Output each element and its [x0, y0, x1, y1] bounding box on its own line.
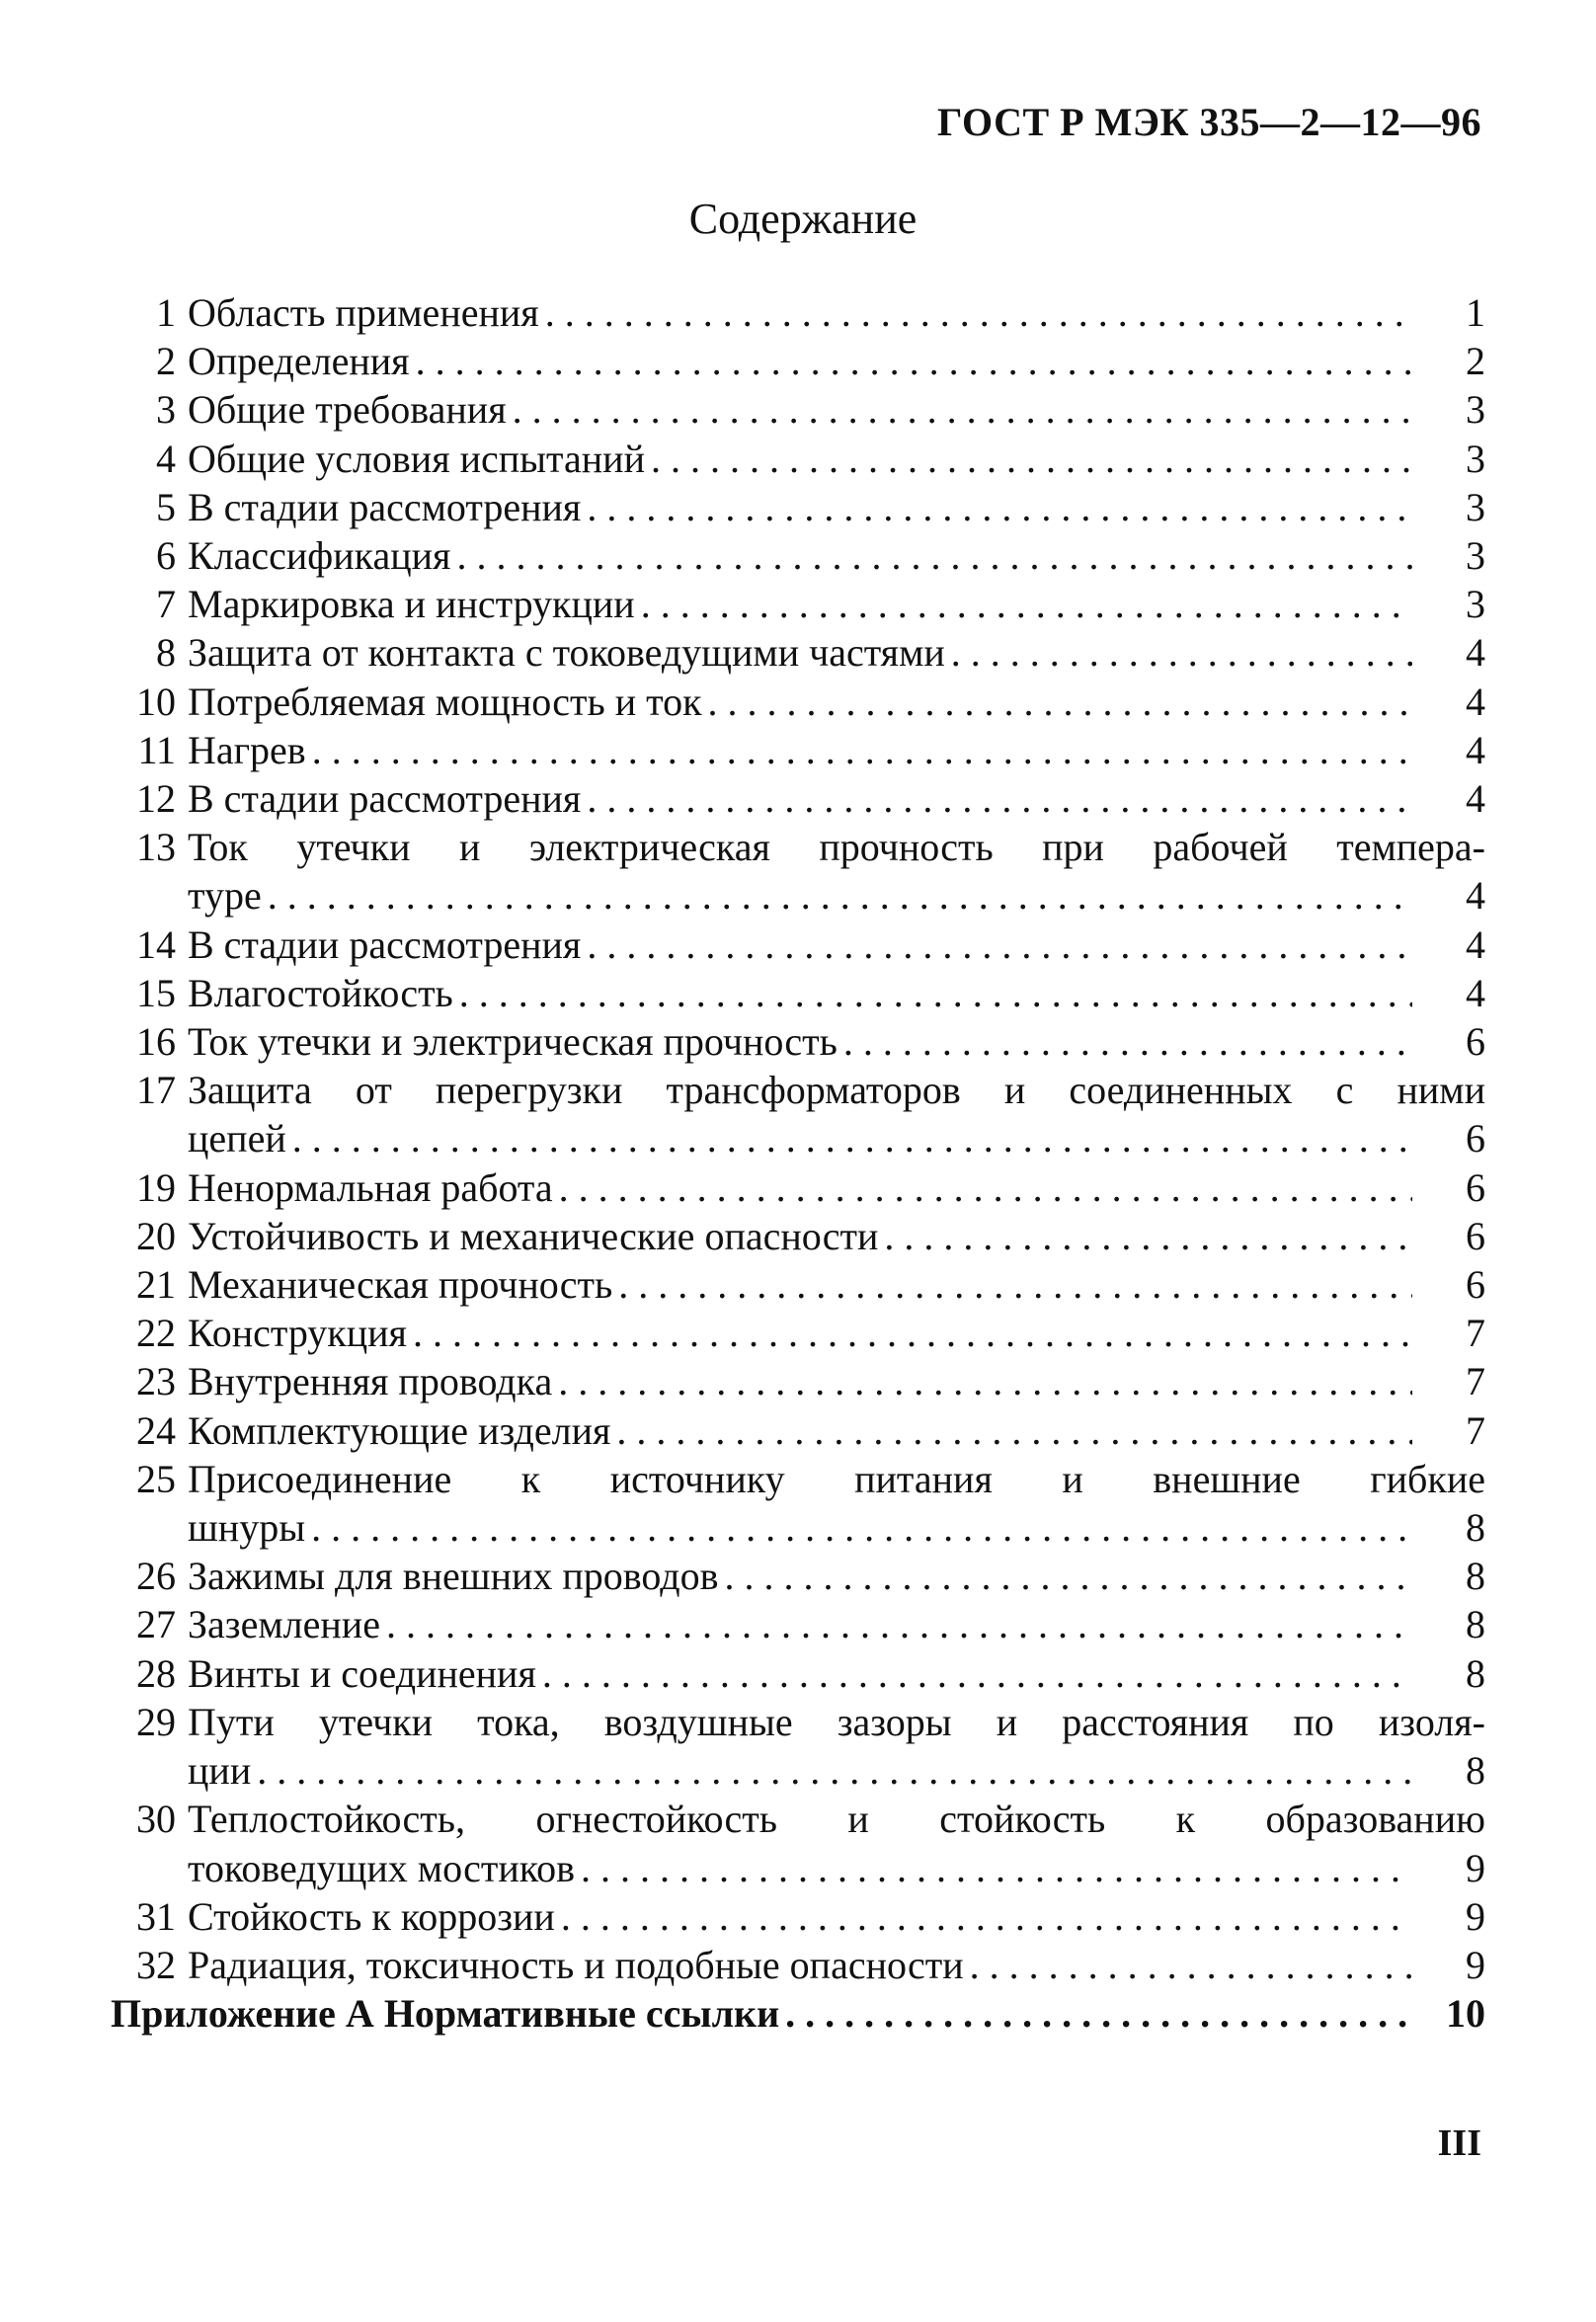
toc-entry-body [188, 531, 1485, 580]
toc-entry-number: 25 [136, 1456, 176, 1501]
toc-entry-number: 22 [136, 1311, 176, 1356]
toc-entry[interactable] [111, 628, 1485, 677]
dot-leader [612, 1260, 1412, 1309]
toc-entry-title: Пути утечки тока, воздушные зазоры и расстояния по изоля- [188, 1699, 1485, 1744]
dot-leader [645, 435, 1412, 483]
toc-page-number: 6 [1466, 1116, 1485, 1161]
toc-entry[interactable] [111, 435, 1485, 483]
toc-entry-number: 19 [136, 1164, 176, 1210]
toc-entry-line [188, 288, 1485, 337]
toc-page-number: 3 [1466, 533, 1485, 579]
toc-entry-body [188, 628, 1485, 677]
toc-entry-title: В стадии рассмотрения [188, 921, 582, 967]
toc-page-number: 4 [1466, 970, 1485, 1015]
toc-page-number: 3 [1466, 582, 1485, 627]
toc-entry[interactable] [111, 1649, 1485, 1698]
toc-entry-title: Защита от перегрузки трансформаторов и соединенных с ними [188, 1068, 1485, 1113]
toc-page-number: 6 [1466, 1019, 1485, 1065]
dot-leader [380, 1600, 1412, 1648]
toc-entry-title: Маркировка и инструкции [188, 582, 635, 627]
toc-page-number: 4 [1466, 727, 1485, 772]
table-of-contents [111, 288, 1485, 2038]
toc-entry-number: 24 [136, 1407, 176, 1453]
toc-entry-body [188, 774, 1485, 823]
toc-entry-number: 2 [156, 339, 176, 384]
toc-entry-title: шнуры [188, 1505, 306, 1551]
toc-page-number: 7 [1466, 1359, 1485, 1404]
toc-entry[interactable] [111, 1017, 1485, 1066]
toc-entry[interactable] [111, 921, 1485, 969]
toc-entry-body [188, 1357, 1485, 1405]
toc-entry-title: Радиация, токсичность и подобные опасности [188, 1942, 964, 1987]
toc-entry-body [188, 1455, 1485, 1552]
toc-page-number: 8 [1466, 1505, 1485, 1551]
dot-leader [407, 1309, 1412, 1357]
toc-entry-title: туре [188, 873, 262, 919]
toc-page-number: 10 [1446, 1991, 1485, 2037]
dot-leader [410, 337, 1412, 385]
toc-entry-line [188, 726, 1485, 774]
toc-entry[interactable] [111, 1309, 1485, 1357]
toc-entry[interactable] [111, 1600, 1485, 1648]
toc-entry[interactable] [111, 580, 1485, 628]
toc-entry-body [188, 1698, 1485, 1795]
toc-entry-title: Определения [188, 339, 410, 384]
toc-entry-body [188, 337, 1485, 385]
toc-entry[interactable] [111, 774, 1485, 823]
toc-entry[interactable] [111, 969, 1485, 1017]
toc-entry-title: цепей [188, 1116, 286, 1161]
toc-entry-line [188, 1552, 1485, 1600]
toc-entry-line [188, 628, 1485, 677]
toc-entry[interactable] [111, 1260, 1485, 1309]
toc-entry-line [188, 921, 1485, 969]
toc-entry-line [188, 871, 1485, 920]
toc-entry-number: 8 [156, 630, 176, 676]
toc-entry-number: 23 [136, 1359, 176, 1404]
toc-page-number: 3 [1466, 387, 1485, 433]
toc-entry-body [188, 823, 1485, 920]
dot-leader [779, 1989, 1412, 2038]
toc-entry-number: 20 [136, 1213, 176, 1258]
toc-page-number: 3 [1466, 436, 1485, 481]
toc-entry-title: Влагостойкость [188, 970, 453, 1015]
toc-entry[interactable] [111, 337, 1485, 385]
toc-entry-number: 30 [136, 1797, 176, 1842]
toc-entry-line [188, 1746, 1485, 1795]
toc-entry-body [188, 921, 1485, 969]
toc-entry-number: 4 [156, 436, 176, 481]
toc-page-number: 1 [1466, 290, 1485, 335]
toc-entry-body [188, 288, 1485, 337]
toc-entry-line [188, 1941, 1485, 1989]
toc-entry-number: 32 [136, 1942, 176, 1987]
toc-entry-number: 29 [136, 1699, 176, 1744]
toc-entry-title: Потребляемая мощность и ток [188, 679, 702, 724]
toc-entry-number: 31 [136, 1893, 176, 1939]
toc-entry-line [188, 580, 1485, 628]
toc-entry-title: Теплостойкость, огнестойкость и стойкость к образованию [188, 1797, 1485, 1842]
document-code-header: ГОСТ Р МЭК 335—2—12—96 [937, 100, 1481, 144]
toc-entry[interactable] [111, 483, 1485, 531]
toc-entry-line [188, 678, 1485, 726]
toc-entry-number: 28 [136, 1650, 176, 1696]
toc-entry-line [188, 1649, 1485, 1698]
toc-entry-line [188, 1260, 1485, 1309]
toc-entry-line [188, 1844, 1485, 1892]
toc-entry-title: Винты и соединения [188, 1650, 536, 1696]
toc-entry[interactable] [111, 726, 1485, 774]
toc-entry-title: Конструкция [188, 1311, 407, 1356]
toc-entry-title: Приложение А Нормативные ссылки [111, 1991, 780, 2037]
toc-entry[interactable] [111, 823, 1485, 920]
dot-leader [635, 580, 1412, 628]
dot-leader [610, 1406, 1412, 1455]
dot-leader [552, 1357, 1412, 1405]
toc-entry-title: Ток утечки и электрическая прочность при рабочей темпера- [188, 825, 1485, 870]
toc-entry[interactable] [111, 1455, 1485, 1552]
toc-entry-number: 15 [136, 970, 176, 1015]
dot-leader [964, 1941, 1412, 1989]
toc-entry-title: Классификация [188, 533, 451, 579]
toc-entry-title: Общие условия испытаний [188, 436, 645, 481]
toc-entry-line [111, 1989, 1485, 2038]
toc-entry-title: В стадии рассмотрения [188, 484, 582, 529]
toc-page-number: 9 [1466, 1893, 1485, 1939]
toc-entry-number: 21 [136, 1262, 176, 1308]
toc-entry-line [188, 1406, 1485, 1455]
toc-entry[interactable] [111, 1892, 1485, 1941]
toc-entry-body [188, 1309, 1485, 1357]
toc-entry-line [188, 969, 1485, 1017]
toc-entry-line [188, 1114, 1485, 1162]
toc-entry-number: 7 [156, 582, 176, 627]
toc-entry-title: токоведущих мостиков [188, 1845, 576, 1890]
dot-leader [251, 1746, 1412, 1795]
toc-entry-title: Область применения [188, 290, 539, 335]
toc-entry-number: 6 [156, 533, 176, 579]
toc-entry-title: Заземление [188, 1602, 380, 1647]
dot-leader [575, 1844, 1412, 1892]
toc-entry-title: Общие требования [188, 387, 507, 433]
toc-entry[interactable] [111, 1552, 1485, 1600]
toc-entry-body [111, 1989, 1485, 2038]
toc-entry-title: Внутренняя проводка [188, 1359, 553, 1404]
toc-entry-number: 26 [136, 1554, 176, 1599]
toc-entry-line [188, 1698, 1485, 1746]
toc-page-number: 7 [1466, 1407, 1485, 1453]
toc-entry[interactable] [111, 531, 1485, 580]
toc-entry-title: В стадии рассмотрения [188, 776, 582, 822]
toc-entry-title: Устойчивость и механические опасности [188, 1213, 879, 1258]
toc-entry-title: Стойкость к коррозии [188, 1893, 555, 1939]
toc-entry-body [188, 1892, 1485, 1941]
toc-entry[interactable] [111, 678, 1485, 726]
toc-entry[interactable] [111, 1066, 1485, 1162]
toc-entry-line [188, 483, 1485, 531]
toc-entry[interactable] [111, 1163, 1485, 1212]
toc-page-number: 4 [1466, 873, 1485, 919]
dot-leader [507, 385, 1412, 434]
toc-page-number: 8 [1466, 1554, 1485, 1599]
toc-entry-title: Механическая прочность [188, 1262, 613, 1308]
toc-page-number: 2 [1466, 339, 1485, 384]
toc-entry-line [188, 1017, 1485, 1066]
dot-leader [306, 726, 1412, 774]
toc-entry[interactable] [111, 385, 1485, 434]
toc-entry-body [188, 1260, 1485, 1309]
dot-leader [555, 1892, 1412, 1941]
dot-leader [945, 628, 1412, 677]
toc-entry-body [188, 1552, 1485, 1600]
toc-entry-body [188, 580, 1485, 628]
toc-entry-body [188, 1795, 1485, 1891]
toc-entry-line [188, 1212, 1485, 1260]
toc-entry-number: 17 [136, 1068, 176, 1113]
toc-page-number: 8 [1466, 1748, 1485, 1794]
dot-leader [305, 1503, 1412, 1552]
toc-entry-line [188, 774, 1485, 823]
toc-entry-line [188, 531, 1485, 580]
toc-entry-title: Присоединение к источнику питания и внешние гибкие [188, 1456, 1485, 1501]
toc-entry-body [188, 1941, 1485, 1989]
toc-entry-body [188, 1017, 1485, 1066]
dot-leader [719, 1552, 1413, 1600]
toc-entry-title: ции [188, 1748, 252, 1794]
toc-page-number: 4 [1466, 776, 1485, 822]
dot-leader [581, 921, 1412, 969]
dot-leader [581, 774, 1412, 823]
dot-leader [539, 288, 1412, 337]
toc-entry-title: Ненормальная работа [188, 1164, 553, 1210]
toc-entry-line [188, 1309, 1485, 1357]
dot-leader [450, 531, 1412, 580]
toc-page-number: 4 [1466, 630, 1485, 676]
toc-entry-body [188, 678, 1485, 726]
toc-entry-line [188, 385, 1485, 434]
toc-page-number: 9 [1466, 1845, 1485, 1890]
toc-entry-number: 3 [156, 387, 176, 433]
toc-entry-title: Нагрев [188, 727, 306, 772]
toc-appendix-entry[interactable] [111, 1989, 1485, 2038]
dot-leader [536, 1649, 1412, 1698]
toc-entry[interactable] [111, 1795, 1485, 1891]
toc-entry-line [188, 1455, 1485, 1503]
toc-entry-body [188, 483, 1485, 531]
toc-entry-number: 10 [136, 679, 176, 724]
toc-entry-title: Ток утечки и электрическая прочность [188, 1019, 838, 1065]
toc-entry-body [188, 385, 1485, 434]
dot-leader [262, 871, 1412, 920]
toc-entry-body [188, 726, 1485, 774]
toc-page-number: 4 [1466, 921, 1485, 967]
toc-entry-line [188, 337, 1485, 385]
toc-entry-body [188, 1212, 1485, 1260]
toc-entry-line [188, 435, 1485, 483]
toc-page-number: 6 [1466, 1164, 1485, 1210]
toc-page-number: 8 [1466, 1602, 1485, 1647]
toc-entry-number: 12 [136, 776, 176, 822]
toc-entry[interactable] [111, 1406, 1485, 1455]
toc-entry-line [188, 1066, 1485, 1114]
toc-entry[interactable] [111, 1357, 1485, 1405]
toc-entry-line [188, 1795, 1485, 1843]
toc-entry-line [188, 823, 1485, 871]
toc-entry-number: 27 [136, 1602, 176, 1647]
toc-entry-number: 13 [136, 825, 176, 870]
toc-entry-line [188, 1163, 1485, 1212]
dot-leader [553, 1163, 1412, 1212]
toc-entry-number: 16 [136, 1019, 176, 1065]
dot-leader [286, 1114, 1412, 1162]
toc-entry-title: Комплектующие изделия [188, 1407, 611, 1453]
toc-entry-line [188, 1892, 1485, 1941]
toc-entry-line [188, 1600, 1485, 1648]
dot-leader [581, 483, 1412, 531]
toc-entry-title: Зажимы для внешних проводов [188, 1554, 719, 1599]
toc-entry[interactable] [111, 1212, 1485, 1260]
toc-entry-line [188, 1503, 1485, 1552]
toc-entry-body [188, 1163, 1485, 1212]
toc-entry-number: 14 [136, 921, 176, 967]
toc-entry-body [188, 435, 1485, 483]
page-number: III [1437, 2122, 1481, 2164]
dot-leader [453, 969, 1412, 1017]
toc-entry-number: 5 [156, 484, 176, 529]
toc-entry-number: 11 [137, 727, 176, 772]
toc-entry-body [188, 1406, 1485, 1455]
toc-entry-number: 1 [156, 290, 176, 335]
toc-entry[interactable] [111, 1698, 1485, 1795]
toc-page-number: 7 [1466, 1311, 1485, 1356]
dot-leader [878, 1212, 1412, 1260]
toc-page-number: 8 [1466, 1650, 1485, 1696]
toc-entry-line [188, 1357, 1485, 1405]
toc-page-number: 3 [1466, 484, 1485, 529]
toc-entry-body [188, 1649, 1485, 1698]
toc-page-number: 9 [1466, 1942, 1485, 1987]
dot-leader [838, 1017, 1412, 1066]
toc-entry-body [188, 1600, 1485, 1648]
toc-page-number: 4 [1466, 679, 1485, 724]
toc-entry-body [188, 1066, 1485, 1162]
toc-entry-body [188, 969, 1485, 1017]
toc-entry[interactable] [111, 288, 1485, 337]
toc-entry[interactable] [111, 1941, 1485, 1989]
page-title: Содержание [688, 195, 918, 243]
toc-entry-title: Защита от контакта с токоведущими частями [188, 630, 945, 676]
toc-page-number: 6 [1466, 1262, 1485, 1308]
dot-leader [702, 678, 1412, 726]
toc-page-number: 6 [1466, 1213, 1485, 1258]
